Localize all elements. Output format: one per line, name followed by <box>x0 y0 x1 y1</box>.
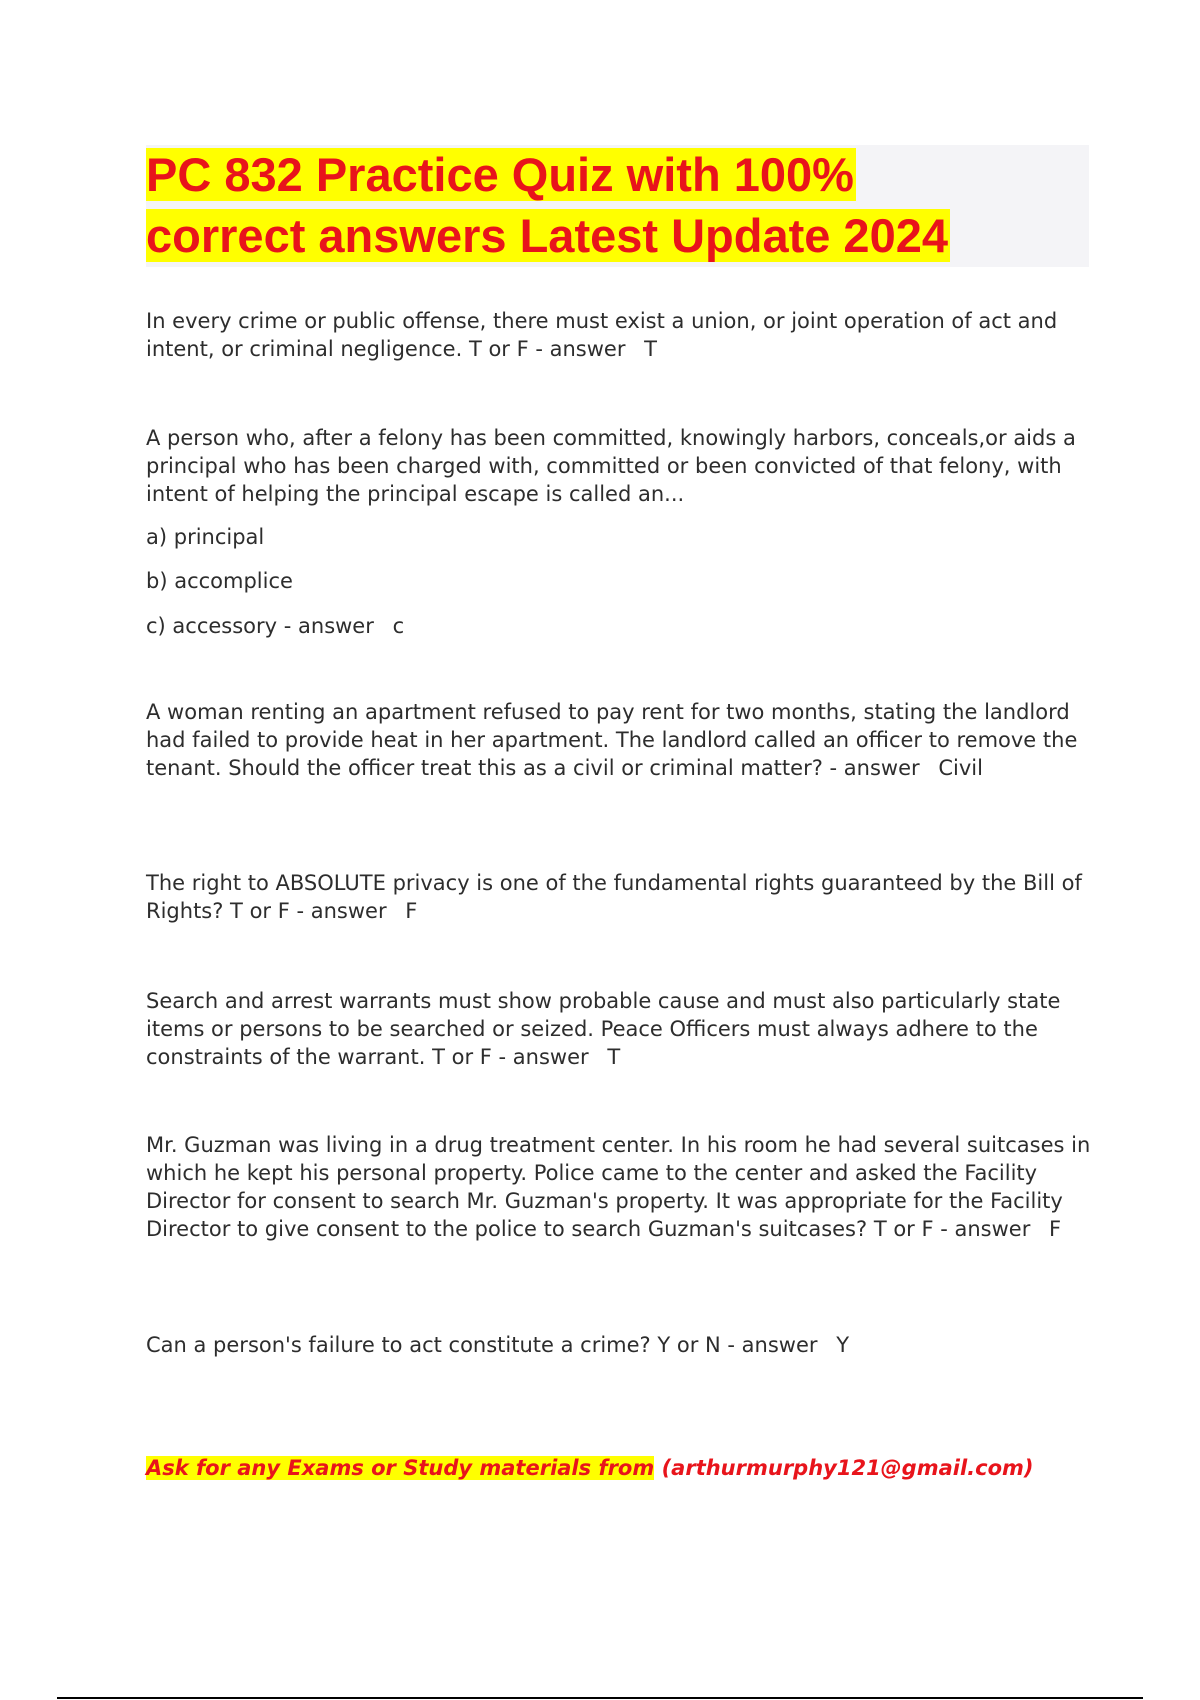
question-2 <box>146 424 1096 508</box>
question-3-text: A woman renting an apartment refused to pay rent for two months, stating the landlord had failed to provide heat in her apartment. The landlord called an officer to remove the tenant. Should the officer treat this as a civil or criminal matter? - answer <box>146 700 1078 780</box>
question-2-text: A person who, after a felony has been committed, knowingly harbors, conceals,or aids a principal who has been charged with, committed or been convicted of that felony, with intent of helping the principal escape is called an... <box>146 426 1076 506</box>
question-1-text: In every crime or public offense, there must exist a union, or joint operation of act and intent, or criminal negligence. T or F - answer <box>146 309 1058 361</box>
question-6-answer: F <box>1049 1217 1062 1241</box>
question-5-answer: T <box>607 1045 621 1069</box>
question-7-answer: Y <box>836 1333 850 1357</box>
question-7-text: Can a person's failure to act constitute a crime? Y or N - answer <box>146 1333 818 1357</box>
question-4-text: The right to ABSOLUTE privacy is one of the fundamental rights guaranteed by the Bill of Rights? T or F - answer <box>146 871 1082 923</box>
question-6-text: Mr. Guzman was living in a drug treatment center. In his room he had several suitcases in which he kept his personal property. Police came to the center and asked the Facility Director for consent to search Mr. Guzman's property. It was appropriate for the Facility Director to give consent to the police to search Guzman's suitcases? T or F - answer <box>146 1133 1091 1241</box>
title-highlight-1: PC 832 Practice Quiz with 100% <box>146 148 854 201</box>
document-title-line-2 <box>146 206 950 266</box>
question-1-answer: T <box>644 337 657 361</box>
bottom-rule <box>57 1697 1143 1699</box>
question-1 <box>146 307 1096 363</box>
question-4 <box>146 869 1096 925</box>
question-4-answer: F <box>405 899 418 923</box>
contact-footer <box>146 1454 1034 1482</box>
question-5 <box>146 987 1096 1071</box>
title-highlight-2: correct answers Latest Update 2024 <box>146 209 948 262</box>
question-2-option-c <box>146 612 404 640</box>
question-2-option-c-text: c) accessory - answer <box>146 614 374 638</box>
footer-email: (arthurmurphy121@gmail.com) <box>661 1456 1034 1480</box>
question-3 <box>146 698 1096 782</box>
question-7 <box>146 1331 1096 1359</box>
question-3-answer: Civil <box>938 756 983 780</box>
footer-highlighted-text: Ask for any Exams or Study materials from <box>146 1456 655 1480</box>
question-2-answer: c <box>392 614 405 638</box>
question-6 <box>146 1131 1096 1243</box>
question-2-option-b: b) accomplice <box>146 569 293 593</box>
document-title-line-1 <box>146 145 856 205</box>
question-2-option-a: a) principal <box>146 525 265 549</box>
question-5-text: Search and arrest warrants must show probable cause and must also particularly state items or persons to be searched or seized. Peace Officers must always adhere to the constraints of the warrant. T or F - answer <box>146 989 1061 1069</box>
